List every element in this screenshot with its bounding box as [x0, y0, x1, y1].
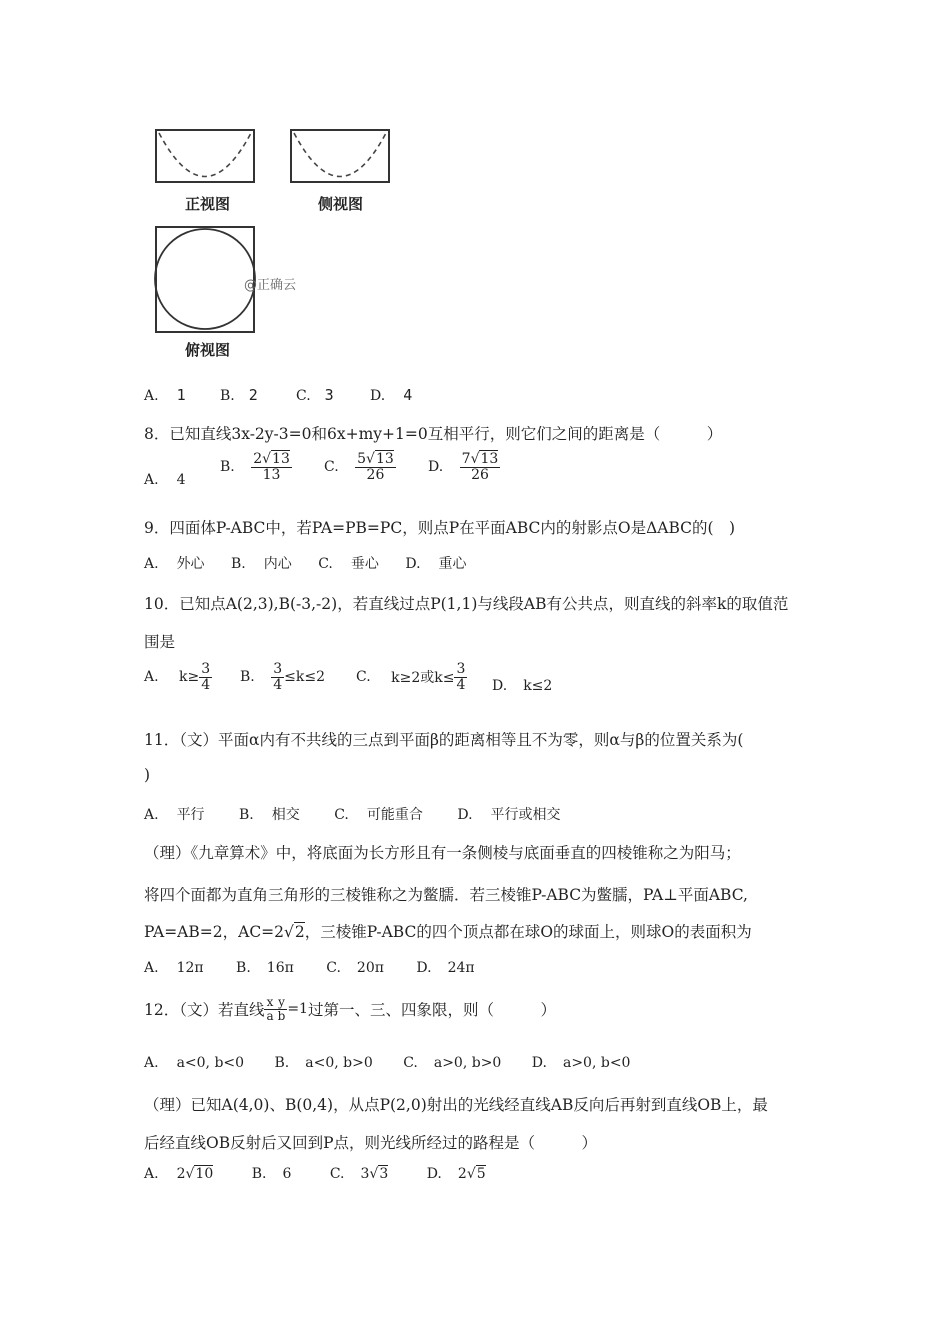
q10-option-c: C. k≥2或k≤ $\frac{3}{4}$ — [356, 661, 466, 693]
q8-option-b: B. $\frac{2√13}{13}$ — [220, 451, 290, 483]
q10-stem-line1: 10．已知点A(2,3),B(-3,-2)，若直线过点P(1,1)与线段AB有公共点，则直线的斜率k的取值范 — [144, 595, 789, 613]
top-view-circle — [155, 229, 255, 329]
q12-stem: 12．（文）若直线 $\frac{x}{a}$ $\frac{y}{b}$ =1过第一、三、四象限，则（ ） — [144, 995, 556, 1023]
q7-option-d: D. 4 — [370, 386, 413, 404]
three-view-figures — [150, 125, 400, 340]
q11-options: A. 平行 B. 相交 C. 可能重合 D. 平行或相交 — [144, 807, 561, 823]
q12-li-options: A. 2√10 B. 6 C. 3√3 D. 2√5 — [144, 1166, 486, 1182]
q8-option-c: C. $\frac{5√13}{26}$ — [324, 451, 394, 483]
front-view-arc — [159, 133, 251, 177]
q7-option-b: B. 2 — [220, 386, 258, 404]
watermark: @正确云 — [244, 278, 297, 293]
q11-li-options: A. 12π B. 16π C. 20π D. 24π — [144, 960, 475, 976]
front-view-label: 正视图 — [185, 195, 231, 213]
q10-option-b: B. $\frac{3}{4}$ ≤k≤2 — [240, 661, 325, 693]
q12-li-line2: 后经直线OB反射后又回到P点，则光线所经过的路程是（ ） — [144, 1134, 598, 1152]
q10-stem-line2: 围是 — [144, 633, 176, 651]
q12-options: A. a<0, b<0 B. a<0, b>0 C. a>0, b>0 D. a>0, b<0 — [144, 1055, 631, 1071]
front-view-box — [156, 130, 254, 182]
q11-stem-line1: 11．（文）平面α内有不共线的三点到平面β的距离相等且不为零，则α与β的位置关系为( — [144, 731, 744, 749]
q9-stem: 9．四面体P-ABC中，若PA=PB=PC，则点P在平面ABC内的射影点O是ΔABC的( ) — [144, 519, 736, 537]
q8-stem: 8．已知直线3x-2y-3=0和6x+my+1=0互相平行，则它们之间的距离是（ ） — [144, 425, 723, 443]
q10-option-d: D. k≤2 — [492, 678, 553, 694]
q11-li-line1: （理）《九章算术》中，将底面为长方形且有一条侧棱与底面垂直的四棱锥称之为阳马； — [144, 844, 741, 862]
q8-option-a: A. 4 — [144, 472, 186, 488]
q10-option-a: A. k≥ $\frac{3}{4}$ — [144, 661, 211, 693]
q11-li-line3: PA=AB=2，AC=2√2，三棱锥P-ABC的四个顶点都在球O的球面上，则球O的表面积为 — [144, 923, 752, 941]
q12-li-line1: （理）已知A(4,0)、B(0,4)，从点P(2,0)射出的光线经直线AB反向后再射到直线OB上，最 — [144, 1096, 768, 1114]
q11-stem-line2: ) — [144, 766, 151, 784]
side-view-arc — [294, 133, 386, 177]
q8-option-d: D. $\frac{7√13}{26}$ — [428, 451, 499, 483]
q7-option-a: A. 1 — [144, 386, 186, 404]
side-view-box — [291, 130, 389, 182]
q7-option-c: C. 3 — [296, 386, 334, 404]
q9-options: A. 外心 B. 内心 C. 垂心 D. 重心 — [144, 556, 467, 572]
side-view-label: 侧视图 — [318, 195, 364, 213]
top-view-label: 俯视图 — [185, 341, 231, 359]
q11-li-line2: 将四个面都为直角三角形的三棱锥称之为鳖臑．若三棱锥P-ABC为鳖臑，PA⊥平面ABC, — [144, 886, 748, 904]
